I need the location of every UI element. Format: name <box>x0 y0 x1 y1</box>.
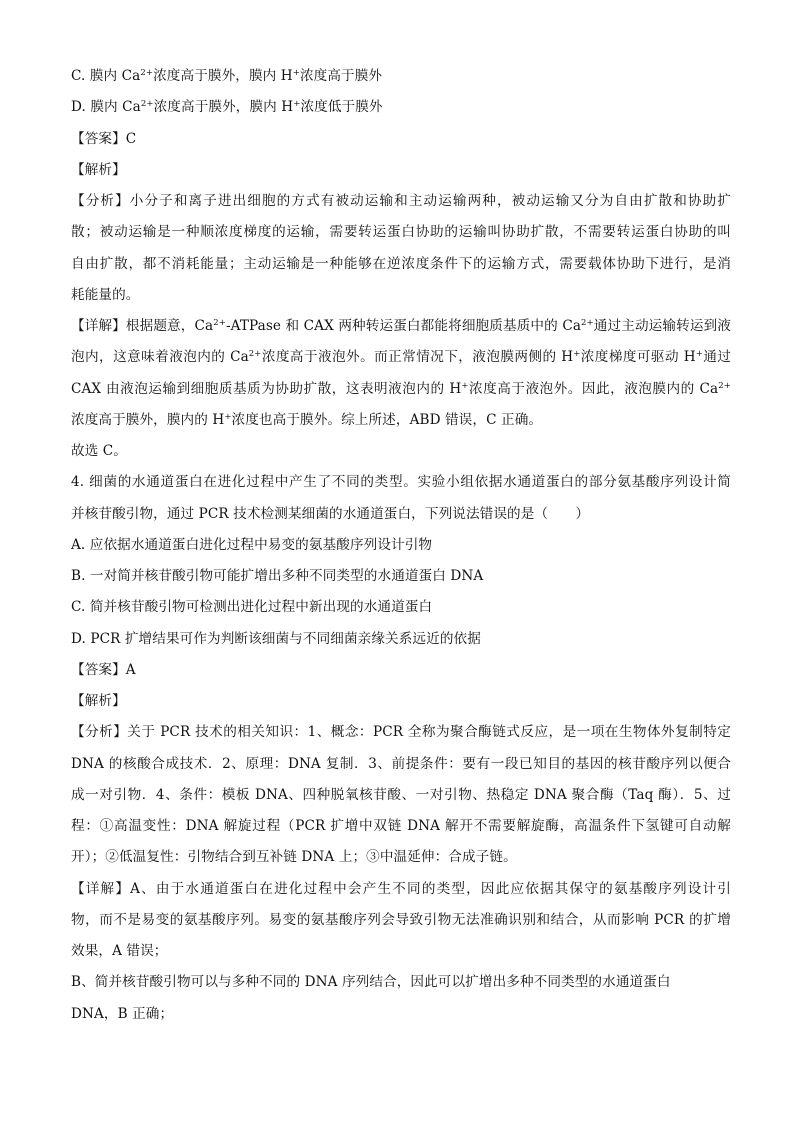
q3-xiangjie-line-1: 【详解】根据题意，$Ca^{2+}$-ATPase 和 CAX 两种转运蛋白都能将细胞质基质中的 $Ca^{2+}$通过主动运输转运到液 <box>71 318 731 334</box>
q3-option-d: D. 膜内 $Ca^{2+}$浓度高于膜外，膜内 H+浓度低于膜外 <box>71 99 383 115</box>
q3-conclusion: 故选 C。 <box>71 443 128 459</box>
q4-option-b: B. 一对简并核苷酸引物可能扩增出多种不同类型的水通道蛋白 DNA <box>71 568 484 584</box>
q3-fenxi-line-1: 【分析】小分子和离子进出细胞的方式有被动运输和主动运输两种，被动运输又分为自由扩散和协助扩 <box>71 193 731 209</box>
q3-xiangjie-line-4: 浓度高于膜外，膜内的 H+浓度也高于膜外。综上所述，ABD 错误，C 正确。 <box>71 412 543 428</box>
q4-xiangjie-line-5: DNA，B 正确； <box>71 1006 174 1022</box>
xiangjie-tag: 【详解】 <box>71 881 131 897</box>
q3-xiangjie-line-2: 泡内，这意味着液泡内的 $Ca^{2+}$浓度高于液泡外。而正常情况下，液泡膜两侧的 H+浓度梯度可驱动 H+通过 <box>71 349 731 365</box>
answer-value: C <box>125 131 137 147</box>
answer-tag: 【答案】 <box>71 662 126 678</box>
q4-fenxi-line-3: 成一对引物．4、条件：模板 DNA、四种脱氧核苷酸、一对引物、热稳定 DNA 聚合酶（Taq 酶）．5、过 <box>71 787 731 803</box>
q4-xiangjie-line-3: 效果，A 错误； <box>71 943 168 959</box>
q3-fenxi-line-4: 耗能量的。 <box>71 287 140 303</box>
q4-fenxi-line-2: DNA 的核酸合成技术．2、原理：DNA 复制．3、前提条件：要有一段已知目的基因的核苷酸序列以便合 <box>71 756 731 772</box>
q3-option-c: C. 膜内 $Ca^{2+}$浓度高于膜外，膜内 H+浓度高于膜外 <box>71 68 383 84</box>
q4-option-d: D. PCR 扩增结果可作为判断该细菌与不同细菌亲缘关系远近的依据 <box>71 631 481 647</box>
q3-analysis-heading: 【解析】 <box>71 162 126 178</box>
answer-tag: 【答案】 <box>71 131 126 147</box>
q4-fenxi-line-1: 【分析】关于 PCR 技术的相关知识：1、概念：PCR 全称为聚合酶链式反应，是一项在生物体外复制特定 <box>71 724 731 740</box>
q4-option-a: A. 应依据水通道蛋白进化过程中易变的氨基酸序列设计引物 <box>71 537 433 553</box>
q4-fenxi-line-4: 程：①高温变性：DNA 解旋过程（PCR 扩增中双链 DNA 解开不需要解旋酶，高温条件下氢键可自动解 <box>71 818 731 834</box>
q3-fenxi-line-2: 散；被动运输是一种顺浓度梯度的运输，需要转运蛋白协助的运输叫协助扩散，不需要转运蛋白协助的叫 <box>71 224 731 240</box>
q4-option-c: C. 简并核苷酸引物可检测出进化过程中新出现的水通道蛋白 <box>71 599 433 615</box>
q4-xiangjie-line-2: 物，而不是易变的氨基酸序列。易变的氨基酸序列会导致引物无法准确识别和结合，从而影响 PCR 的扩增 <box>71 912 731 928</box>
answer-value: A <box>125 662 136 678</box>
q3-fenxi-line-3: 自由扩散，都不消耗能量；主动运输是一种能够在逆浓度条件下的运输方式，需要载体协助下进行，是消 <box>71 256 731 272</box>
q4-fenxi-line-5: 开）；②低温复性：引物结合到互补链 DNA 上；③中温延伸：合成子链。 <box>71 849 517 865</box>
q4-analysis-heading: 【解析】 <box>71 693 126 709</box>
q4-stem-line-2: 并核苷酸引物，通过 PCR 技术检测某细菌的水通道蛋白，下列说法错误的是（ ） <box>71 506 590 522</box>
fenxi-tag: 【分析】 <box>71 724 128 740</box>
q3-xiangjie-line-3: CAX 由液泡运输到细胞质基质为协助扩散，这表明液泡内的 H+浓度高于液泡外。因此，液泡膜内的 $Ca^{2+}$ <box>71 381 731 397</box>
q4-stem-line-1: 4. 细菌的水通道蛋白在进化过程中产生了不同的类型。实验小组依据水通道蛋白的部分氨基酸序列设计简 <box>71 474 731 490</box>
xiangjie-tag: 【详解】 <box>71 318 126 334</box>
q4-answer <box>71 660 731 680</box>
q4-xiangjie-line-1: 【详解】A、由于水通道蛋白在进化过程中会产生不同的类型，因此应依据其保守的氨基酸序列设计引 <box>71 881 731 897</box>
q4-xiangjie-line-4: B、简并核苷酸引物可以与多种不同的 DNA 序列结合，因此可以扩增出多种不同类型的水通道蛋白 <box>71 974 671 990</box>
q3-answer <box>71 129 731 149</box>
fenxi-tag: 【分析】 <box>71 193 130 209</box>
